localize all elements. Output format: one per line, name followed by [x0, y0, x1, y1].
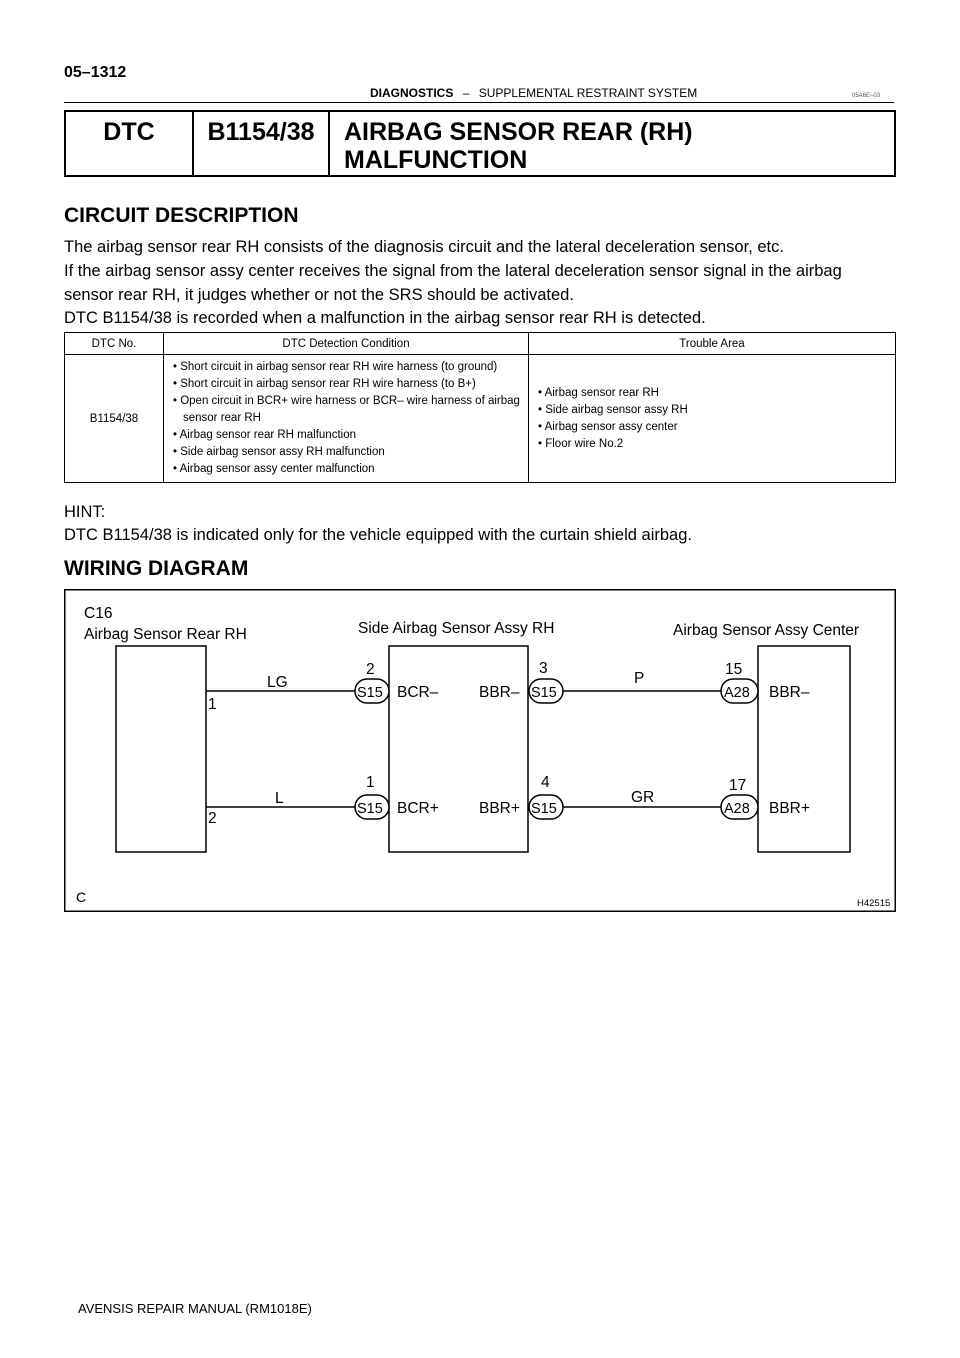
hint-label: HINT:	[64, 503, 106, 521]
header-chapter: DIAGNOSTICS	[370, 86, 454, 100]
list-item: • Short circuit in airbag sensor rear RH wire harness (to ground)	[173, 361, 498, 373]
dtc-title-line2: MALFUNCTION	[344, 146, 528, 174]
connector-label-a28: A28	[724, 801, 750, 817]
list-item: • Floor wire No.2	[538, 437, 624, 450]
wire-color-p: P	[634, 670, 645, 687]
rear-pin-1: 1	[208, 696, 217, 713]
center-pin-15: 15	[725, 661, 743, 678]
terminal-bbr-minus-side: BBR–	[479, 684, 520, 701]
table-cell-trouble-area	[529, 355, 896, 483]
side-airbag-sensor-box	[389, 646, 528, 852]
list-item: • Airbag sensor assy center malfunction	[173, 463, 375, 475]
table-header-dtc-no: DTC No.	[65, 333, 164, 355]
circuit-paragraph-1: The airbag sensor rear RH consists of the diagnosis circuit and the lateral deceleration sensor, etc.	[64, 238, 784, 256]
terminal-bbr-minus-center: BBR–	[769, 684, 810, 701]
running-header	[370, 86, 697, 100]
terminal-bcr-minus: BCR–	[397, 684, 439, 701]
connector-label-s15: S15	[531, 801, 557, 817]
table-cell-conditions	[164, 355, 529, 483]
list-item: • Short circuit in airbag sensor rear RH wire harness (to B+)	[173, 378, 476, 390]
list-item: • Open circuit in BCR+ wire harness or BCR– wire harness of airbag sensor rear RH	[173, 395, 520, 424]
page-number: 05–1312	[64, 64, 127, 81]
connector-label-a28: A28	[724, 685, 750, 701]
side-pin-2: 2	[366, 661, 375, 678]
list-item: • Airbag sensor rear RH	[538, 386, 659, 399]
terminal-bcr-plus: BCR+	[397, 800, 439, 817]
wire-color-l: L	[275, 790, 284, 807]
circuit-paragraph-2: If the airbag sensor assy center receives the signal from the lateral deceleration sensor signal in the airbag sensor rear RH, it judges whether or not the SRS should be activated.	[64, 262, 842, 304]
airbag-sensor-rear-rh-box	[116, 646, 206, 852]
dtc-code: B1154/38	[194, 112, 330, 175]
dtc-table	[64, 332, 896, 483]
document-code: 05A6E–03	[852, 93, 881, 99]
condition-list	[165, 356, 527, 481]
terminal-bbr-plus-center: BBR+	[769, 800, 810, 817]
connector-label-s15: S15	[357, 685, 383, 701]
figure-id: H42515	[857, 898, 891, 909]
dtc-label: DTC	[66, 112, 194, 175]
list-item: • Airbag sensor rear RH malfunction	[173, 429, 356, 441]
diagram-corner-mark: C	[76, 889, 87, 905]
hint-text: DTC B1154/38 is indicated only for the vehicle equipped with the curtain shield airbag.	[64, 526, 692, 544]
circuit-description-heading: CIRCUIT DESCRIPTION	[64, 204, 299, 227]
header-section-name: SUPPLEMENTAL RESTRAINT SYSTEM	[478, 86, 698, 100]
footer-manual-name: AVENSIS REPAIR MANUAL (RM1018E)	[78, 1301, 312, 1316]
table-header-row	[65, 333, 896, 355]
rear-pin-2: 2	[208, 810, 217, 827]
wire-color-gr: GR	[631, 789, 655, 806]
wiring-diagram-heading: WIRING DIAGRAM	[64, 557, 249, 580]
airbag-sensor-center-box	[758, 646, 850, 852]
table-header-condition: DTC Detection Condition	[164, 333, 529, 355]
list-item: • Side airbag sensor assy RH malfunction	[173, 446, 385, 458]
rear-sensor-code: C16	[84, 605, 113, 622]
circuit-paragraph-3: DTC B1154/38 is recorded when a malfunction in the airbag sensor rear RH is detected.	[64, 309, 706, 327]
side-pin-1: 1	[366, 774, 375, 791]
wire-color-lg: LG	[267, 674, 288, 691]
trouble-area-list	[530, 382, 894, 456]
dtc-title	[330, 112, 884, 175]
terminal-bbr-plus-side: BBR+	[479, 800, 520, 817]
dtc-title-line1: AIRBAG SENSOR REAR (RH)	[344, 118, 693, 146]
table-cell-dtc-no: B1154/38	[65, 355, 164, 483]
table-row	[65, 355, 896, 483]
dtc-title-box	[64, 110, 896, 177]
side-pin-4: 4	[541, 774, 550, 791]
header-separator: –	[462, 86, 470, 100]
connector-label-s15: S15	[531, 685, 557, 701]
header-rule	[64, 102, 894, 103]
side-pin-3: 3	[539, 660, 548, 677]
list-item: • Airbag sensor assy center	[538, 420, 678, 433]
center-sensor-name: Airbag Sensor Assy Center	[673, 622, 860, 639]
table-header-trouble-area: Trouble Area	[529, 333, 896, 355]
side-sensor-name: Side Airbag Sensor Assy RH	[358, 620, 555, 637]
connector-label-s15: S15	[357, 801, 383, 817]
center-pin-17: 17	[729, 777, 747, 794]
rear-sensor-name: Airbag Sensor Rear RH	[84, 626, 247, 643]
wiring-diagram	[64, 589, 896, 912]
list-item: • Side airbag sensor assy RH	[538, 403, 688, 416]
